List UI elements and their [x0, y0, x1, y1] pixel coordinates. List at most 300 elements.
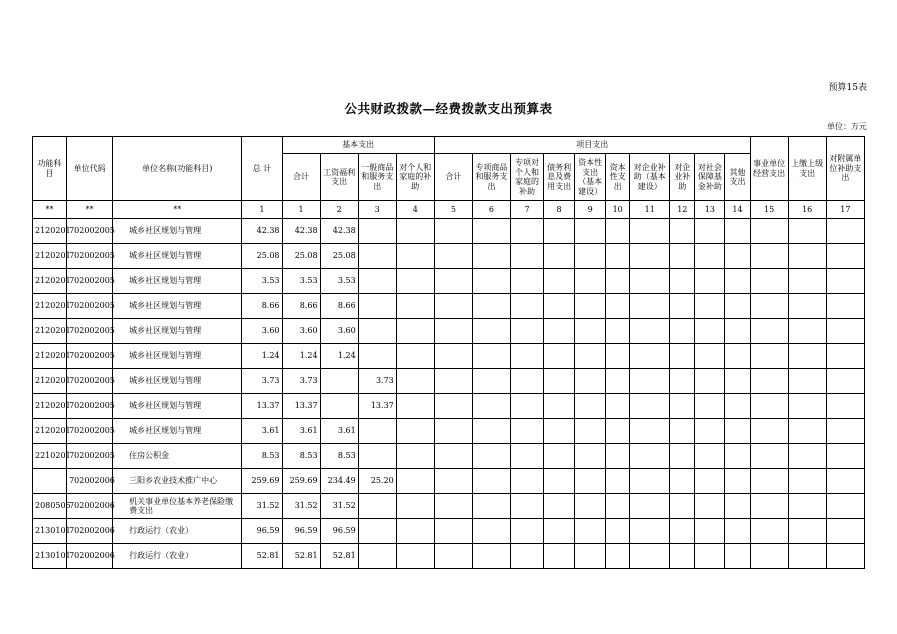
empty-cell — [472, 394, 510, 419]
empty-cell — [575, 394, 606, 419]
empty-cell — [750, 494, 788, 519]
unit-name-cell: 城乡社区规划与管理 — [113, 369, 242, 394]
total-cell: 52.81 — [242, 544, 282, 569]
unit-code-cell: 702002006 — [67, 494, 113, 519]
empty-cell — [472, 269, 510, 294]
unit-code-cell: 702002005 — [67, 219, 113, 244]
unit-name-cell: 城乡社区规划与管理 — [113, 269, 242, 294]
personal-cell — [396, 319, 434, 344]
empty-cell — [575, 244, 606, 269]
empty-cell — [750, 244, 788, 269]
salary-cell: 8.53 — [320, 444, 358, 469]
empty-cell — [725, 419, 750, 444]
goods-cell — [358, 519, 396, 544]
goods-cell: 3.73 — [358, 369, 396, 394]
empty-cell — [826, 319, 864, 344]
empty-cell — [725, 544, 750, 569]
personal-cell — [396, 494, 434, 519]
index-cell: 2 — [320, 201, 358, 219]
empty-cell — [544, 319, 575, 344]
empty-cell — [725, 469, 750, 494]
empty-cell — [670, 344, 695, 369]
index-cell: 5 — [434, 201, 472, 219]
empty-cell — [630, 219, 670, 244]
index-cell: 1 — [242, 201, 282, 219]
empty-cell — [750, 544, 788, 569]
empty-cell — [670, 419, 695, 444]
empty-cell — [434, 444, 472, 469]
empty-cell — [472, 544, 510, 569]
empty-cell — [575, 544, 606, 569]
empty-cell — [544, 294, 575, 319]
table-row — [33, 369, 865, 394]
empty-cell — [606, 394, 630, 419]
basic-sum-cell: 8.66 — [282, 294, 320, 319]
unit-code-cell: 702002005 — [67, 344, 113, 369]
index-cell: 13 — [695, 201, 725, 219]
empty-cell — [510, 494, 543, 519]
func-code-cell: 2130101 — [33, 519, 67, 544]
table-row — [33, 419, 865, 444]
col-upper: 上缴上级支出 — [788, 137, 826, 201]
total-cell: 96.59 — [242, 519, 282, 544]
empty-cell — [472, 444, 510, 469]
unit-code-cell: 702002005 — [67, 244, 113, 269]
empty-cell — [788, 369, 826, 394]
empty-cell — [606, 369, 630, 394]
total-cell: 25.08 — [242, 244, 282, 269]
empty-cell — [510, 219, 543, 244]
unit-code-cell: 702002005 — [67, 419, 113, 444]
func-code-cell: 2120201 — [33, 419, 67, 444]
goods-cell — [358, 494, 396, 519]
basic-sum-cell: 25.08 — [282, 244, 320, 269]
empty-cell — [826, 519, 864, 544]
col-proj-goods: 专项商品和服务支出 — [472, 154, 510, 201]
empty-cell — [472, 519, 510, 544]
empty-cell — [670, 444, 695, 469]
empty-cell — [606, 344, 630, 369]
col-personal: 对个人和家庭的补助 — [396, 154, 434, 201]
empty-cell — [606, 444, 630, 469]
personal-cell — [396, 219, 434, 244]
goods-cell — [358, 219, 396, 244]
index-cell: 14 — [725, 201, 750, 219]
empty-cell — [670, 519, 695, 544]
index-cell: 15 — [750, 201, 788, 219]
empty-cell — [788, 244, 826, 269]
unit-name-cell: 行政运行（农业） — [113, 544, 242, 569]
empty-cell — [434, 394, 472, 419]
empty-cell — [544, 544, 575, 569]
unit-code-cell: 702002006 — [67, 544, 113, 569]
unit-name-cell: 行政运行（农业） — [113, 519, 242, 544]
basic-sum-cell: 1.24 — [282, 344, 320, 369]
goods-cell — [358, 344, 396, 369]
empty-cell — [544, 394, 575, 419]
col-other: 其他支出 — [725, 154, 750, 201]
empty-cell — [575, 469, 606, 494]
empty-cell — [826, 494, 864, 519]
empty-cell — [434, 344, 472, 369]
empty-cell — [434, 494, 472, 519]
empty-cell — [606, 494, 630, 519]
empty-cell — [670, 494, 695, 519]
empty-cell — [434, 219, 472, 244]
empty-cell — [510, 344, 543, 369]
empty-cell — [472, 219, 510, 244]
empty-cell — [826, 394, 864, 419]
col-total: 总 计 — [242, 137, 282, 201]
index-cell: 7 — [510, 201, 543, 219]
total-cell: 3.73 — [242, 369, 282, 394]
salary-cell: 1.24 — [320, 344, 358, 369]
empty-cell — [472, 244, 510, 269]
salary-cell — [320, 394, 358, 419]
empty-cell — [510, 469, 543, 494]
basic-sum-cell: 96.59 — [282, 519, 320, 544]
salary-cell: 96.59 — [320, 519, 358, 544]
empty-cell — [510, 369, 543, 394]
empty-cell — [695, 269, 725, 294]
total-cell: 31.52 — [242, 494, 282, 519]
empty-cell — [670, 244, 695, 269]
empty-cell — [510, 544, 543, 569]
unit-name-cell: 城乡社区规划与管理 — [113, 219, 242, 244]
empty-cell — [826, 469, 864, 494]
table-row — [33, 219, 865, 244]
table-row — [33, 469, 865, 494]
table-row — [33, 394, 865, 419]
empty-cell — [630, 394, 670, 419]
empty-cell — [434, 319, 472, 344]
empty-cell — [575, 294, 606, 319]
empty-cell — [788, 344, 826, 369]
index-cell: 17 — [826, 201, 864, 219]
total-cell: 42.38 — [242, 219, 282, 244]
index-cell: ** — [113, 201, 242, 219]
goods-cell — [358, 244, 396, 269]
empty-cell — [826, 544, 864, 569]
empty-cell — [750, 469, 788, 494]
empty-cell — [544, 369, 575, 394]
index-cell: 3 — [358, 201, 396, 219]
empty-cell — [510, 294, 543, 319]
empty-cell — [788, 419, 826, 444]
basic-sum-cell: 3.61 — [282, 419, 320, 444]
total-cell: 8.66 — [242, 294, 282, 319]
salary-cell: 52.81 — [320, 544, 358, 569]
index-cell: 12 — [670, 201, 695, 219]
empty-cell — [434, 469, 472, 494]
col-basic-sum: 合计 — [282, 154, 320, 201]
func-code-cell: 2120201 — [33, 319, 67, 344]
empty-cell — [788, 394, 826, 419]
personal-cell — [396, 519, 434, 544]
goods-cell — [358, 319, 396, 344]
table-row — [33, 244, 865, 269]
empty-cell — [606, 269, 630, 294]
empty-cell — [630, 519, 670, 544]
empty-cell — [544, 419, 575, 444]
empty-cell — [472, 419, 510, 444]
empty-cell — [472, 494, 510, 519]
basic-sum-cell: 13.37 — [282, 394, 320, 419]
empty-cell — [695, 294, 725, 319]
col-project-group: 项目支出 — [434, 137, 750, 154]
empty-cell — [788, 294, 826, 319]
empty-cell — [725, 244, 750, 269]
empty-cell — [826, 294, 864, 319]
empty-cell — [544, 244, 575, 269]
empty-cell — [434, 544, 472, 569]
index-cell: 6 — [472, 201, 510, 219]
empty-cell — [434, 419, 472, 444]
func-code-cell — [33, 469, 67, 494]
empty-cell — [670, 394, 695, 419]
index-cell: 11 — [630, 201, 670, 219]
basic-sum-cell: 3.60 — [282, 319, 320, 344]
empty-cell — [606, 319, 630, 344]
total-cell: 259.69 — [242, 469, 282, 494]
empty-cell — [725, 519, 750, 544]
empty-cell — [575, 419, 606, 444]
col-salary: 工资福利支出 — [320, 154, 358, 201]
index-cell: 9 — [575, 201, 606, 219]
empty-cell — [788, 519, 826, 544]
goods-cell: 13.37 — [358, 394, 396, 419]
personal-cell — [396, 469, 434, 494]
empty-cell — [575, 369, 606, 394]
col-proj-personal: 专项对个人和家庭的补助 — [510, 154, 543, 201]
empty-cell — [788, 269, 826, 294]
unit-name-cell: 城乡社区规划与管理 — [113, 419, 242, 444]
empty-cell — [434, 269, 472, 294]
personal-cell — [396, 294, 434, 319]
empty-cell — [510, 419, 543, 444]
personal-cell — [396, 369, 434, 394]
empty-cell — [575, 269, 606, 294]
empty-cell — [725, 444, 750, 469]
empty-cell — [695, 344, 725, 369]
salary-cell: 42.38 — [320, 219, 358, 244]
empty-cell — [695, 419, 725, 444]
unit-name-cell: 城乡社区规划与管理 — [113, 394, 242, 419]
empty-cell — [544, 269, 575, 294]
func-code-cell: 2120201 — [33, 394, 67, 419]
basic-sum-cell: 259.69 — [282, 469, 320, 494]
empty-cell — [472, 294, 510, 319]
empty-cell — [725, 344, 750, 369]
table-row — [33, 519, 865, 544]
empty-cell — [434, 244, 472, 269]
func-code-cell: 2120201 — [33, 369, 67, 394]
unit-code-cell: 702002006 — [67, 519, 113, 544]
empty-cell — [630, 544, 670, 569]
empty-cell — [826, 369, 864, 394]
empty-cell — [788, 319, 826, 344]
empty-cell — [695, 394, 725, 419]
empty-cell — [750, 519, 788, 544]
empty-cell — [575, 444, 606, 469]
basic-sum-cell: 52.81 — [282, 544, 320, 569]
basic-sum-cell: 3.73 — [282, 369, 320, 394]
unit-name-cell: 城乡社区规划与管理 — [113, 344, 242, 369]
personal-cell — [396, 544, 434, 569]
index-cell: ** — [33, 201, 67, 219]
empty-cell — [670, 269, 695, 294]
empty-cell — [788, 469, 826, 494]
basic-sum-cell: 8.53 — [282, 444, 320, 469]
empty-cell — [575, 219, 606, 244]
empty-cell — [670, 219, 695, 244]
empty-cell — [606, 469, 630, 494]
personal-cell — [396, 394, 434, 419]
empty-cell — [630, 244, 670, 269]
index-cell: 4 — [396, 201, 434, 219]
empty-cell — [788, 219, 826, 244]
empty-cell — [606, 244, 630, 269]
personal-cell — [396, 344, 434, 369]
empty-cell — [606, 519, 630, 544]
unit-code-cell: 702002005 — [67, 394, 113, 419]
header-row-1 — [33, 137, 865, 154]
empty-cell — [750, 394, 788, 419]
col-capital-build: 资本性支出（基本建设） — [575, 154, 606, 201]
func-code-cell: 2120201 — [33, 344, 67, 369]
goods-cell — [358, 419, 396, 444]
table-row — [33, 319, 865, 344]
empty-cell — [510, 244, 543, 269]
goods-cell — [358, 444, 396, 469]
empty-cell — [750, 319, 788, 344]
empty-cell — [695, 319, 725, 344]
total-cell: 1.24 — [242, 344, 282, 369]
empty-cell — [606, 219, 630, 244]
col-basic-group: 基本支出 — [282, 137, 434, 154]
empty-cell — [544, 219, 575, 244]
empty-cell — [695, 244, 725, 269]
empty-cell — [750, 369, 788, 394]
empty-cell — [575, 319, 606, 344]
unit-code-cell: 702002005 — [67, 369, 113, 394]
basic-sum-cell: 3.53 — [282, 269, 320, 294]
empty-cell — [695, 494, 725, 519]
table-row — [33, 444, 865, 469]
empty-cell — [544, 494, 575, 519]
empty-cell — [630, 294, 670, 319]
empty-cell — [630, 419, 670, 444]
empty-cell — [826, 444, 864, 469]
empty-cell — [544, 469, 575, 494]
goods-cell — [358, 294, 396, 319]
unit-label: 单位：万元 — [827, 122, 867, 131]
empty-cell — [670, 319, 695, 344]
col-enterprise: 对企业补助 — [670, 154, 695, 201]
unit-name-cell: 城乡社区规划与管理 — [113, 319, 242, 344]
empty-cell — [826, 269, 864, 294]
func-code-cell: 2120201 — [33, 269, 67, 294]
unit-code-cell: 702002005 — [67, 294, 113, 319]
total-cell: 3.61 — [242, 419, 282, 444]
empty-cell — [725, 294, 750, 319]
unit-name-cell: 机关事业单位基本养老保险缴费支出 — [113, 494, 242, 519]
empty-cell — [695, 519, 725, 544]
empty-cell — [695, 469, 725, 494]
unit-code-cell: 702002005 — [67, 269, 113, 294]
empty-cell — [750, 344, 788, 369]
table-row — [33, 494, 865, 519]
col-unit-name: 单位名称(功能科目) — [113, 137, 242, 201]
col-business: 事业单位经营支出 — [750, 137, 788, 201]
empty-cell — [472, 469, 510, 494]
empty-cell — [630, 494, 670, 519]
goods-cell — [358, 544, 396, 569]
empty-cell — [725, 269, 750, 294]
empty-cell — [606, 419, 630, 444]
empty-cell — [826, 244, 864, 269]
empty-cell — [575, 494, 606, 519]
col-debt: 债务利息及费用支出 — [544, 154, 575, 201]
empty-cell — [510, 319, 543, 344]
empty-cell — [544, 519, 575, 544]
unit-name-cell: 城乡社区规划与管理 — [113, 244, 242, 269]
page-title: 公共财政拨款—经费拨款支出预算表 — [344, 101, 553, 116]
empty-cell — [695, 219, 725, 244]
unit-name-cell: 三阳乡农业技术推广中心 — [113, 469, 242, 494]
empty-cell — [510, 444, 543, 469]
personal-cell — [396, 269, 434, 294]
table-row — [33, 269, 865, 294]
empty-cell — [630, 269, 670, 294]
goods-cell: 25.20 — [358, 469, 396, 494]
empty-cell — [788, 544, 826, 569]
salary-cell — [320, 369, 358, 394]
empty-cell — [510, 394, 543, 419]
personal-cell — [396, 244, 434, 269]
index-cell: 1 — [282, 201, 320, 219]
salary-cell: 3.53 — [320, 269, 358, 294]
col-social: 对社会保障基金补助 — [695, 154, 725, 201]
empty-cell — [472, 344, 510, 369]
empty-cell — [670, 294, 695, 319]
index-cell: 8 — [544, 201, 575, 219]
empty-cell — [606, 544, 630, 569]
empty-cell — [725, 394, 750, 419]
func-code-cell: 2120201 — [33, 244, 67, 269]
empty-cell — [750, 269, 788, 294]
empty-cell — [750, 444, 788, 469]
empty-cell — [575, 344, 606, 369]
empty-cell — [575, 519, 606, 544]
col-unit-code: 单位代码 — [67, 137, 113, 201]
empty-cell — [725, 319, 750, 344]
empty-cell — [630, 444, 670, 469]
col-goods: 一般商品和服务支出 — [358, 154, 396, 201]
total-cell: 3.60 — [242, 319, 282, 344]
func-code-cell: 2120201 — [33, 294, 67, 319]
table-code: 预算15表 — [828, 83, 867, 93]
empty-cell — [670, 469, 695, 494]
goods-cell — [358, 269, 396, 294]
col-enterprise-build: 对企业补助（基本建设） — [630, 154, 670, 201]
empty-cell — [544, 344, 575, 369]
empty-cell — [434, 294, 472, 319]
unit-code-cell: 702002005 — [67, 319, 113, 344]
empty-cell — [630, 319, 670, 344]
budget-table — [32, 136, 865, 569]
index-cell: ** — [67, 201, 113, 219]
